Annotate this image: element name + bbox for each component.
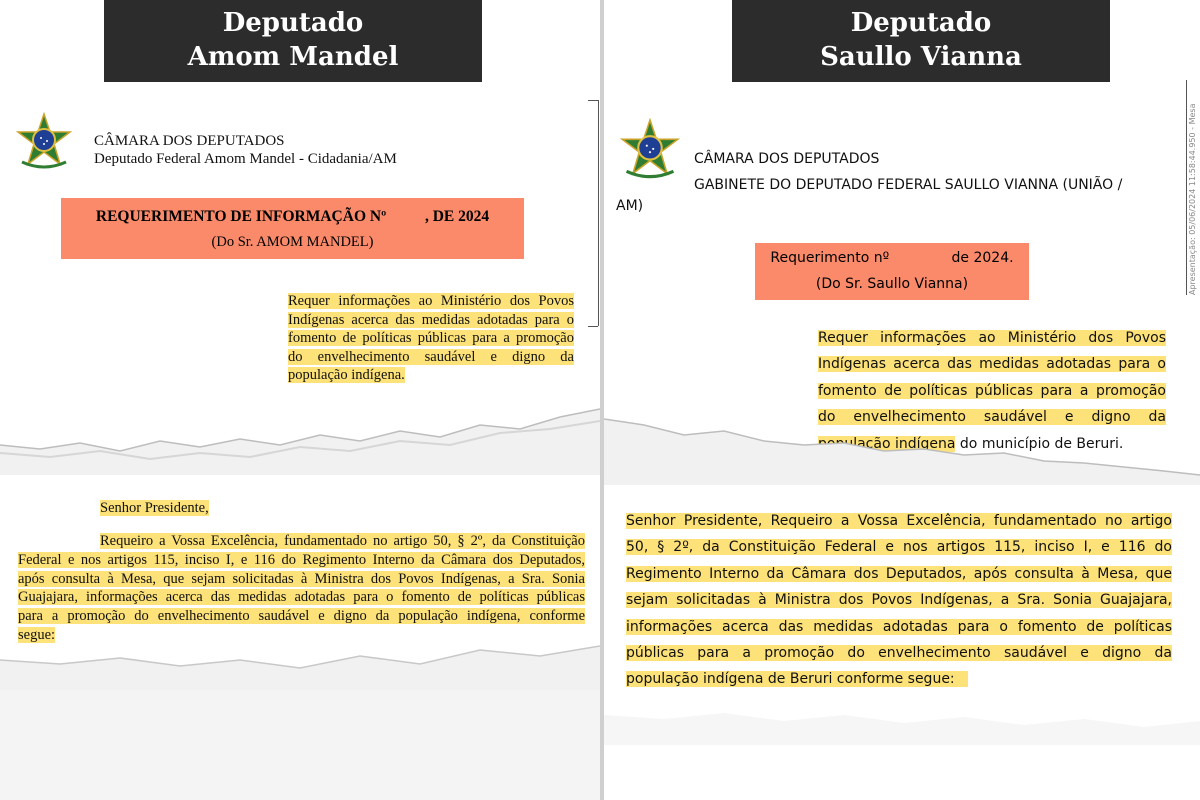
left-body-line: para a promoção do envelhecimento saudável e digno da população indígena, conforme bbox=[18, 608, 585, 625]
right-document-panel bbox=[604, 0, 1200, 800]
right-header-office-cont: AM) bbox=[616, 198, 644, 214]
left-title-box bbox=[61, 198, 524, 259]
left-body-line: segue: bbox=[18, 626, 56, 643]
right-torn-paper-bottom bbox=[604, 685, 1200, 745]
right-body bbox=[622, 508, 1176, 693]
brazil-coat-of-arms-icon bbox=[618, 118, 682, 182]
right-ementa-line: Indígenas acerca das medidas adotadas para o bbox=[818, 356, 1166, 373]
left-body-line: Requeiro a Vossa Excelência, fundamentado no artigo 50, § 2º, da Constituição bbox=[100, 533, 585, 549]
right-title: Requerimento nº de 2024. bbox=[770, 250, 1014, 266]
left-body-line: após consulta à Mesa, que sejam solicitadas à Ministra dos Povos Indígenas, a Sra. Sonia bbox=[18, 570, 585, 587]
left-body-line: Guajajara, informações acerca das medidas adotadas para o fomento de políticas públicas bbox=[18, 589, 585, 606]
right-body-line: informações acerca das medidas adotadas para o fomento de políticas bbox=[626, 618, 1172, 635]
right-ementa-line: Requer informações ao Ministério dos Povos bbox=[818, 330, 1166, 346]
right-banner-line2: Saullo Vianna bbox=[820, 42, 1022, 72]
left-stamp-tick-top bbox=[588, 100, 598, 101]
right-body-line: públicas para a promoção do envelhecimento saudável e digno da bbox=[626, 645, 1172, 662]
right-banner-line1: Deputado bbox=[850, 8, 992, 38]
right-title-author: (Do Sr. Saullo Vianna) bbox=[815, 276, 969, 292]
right-body-line: 50, § 2º, da Constituição Federal e nos artigos 115, inciso I, e 116 do bbox=[626, 539, 1172, 556]
right-header-office: GABINETE DO DEPUTADO FEDERAL SAULLO VIANNA (UNIÃO / bbox=[694, 177, 1123, 193]
left-stamp-tick-bottom bbox=[588, 326, 598, 327]
right-ementa-line: população indígena bbox=[818, 435, 956, 452]
left-banner-line2: Amom Mandel bbox=[187, 42, 399, 72]
left-title-author: (Do Sr. AMOM MANDEL) bbox=[211, 234, 374, 250]
left-banner-line1: Deputado bbox=[222, 8, 364, 38]
brazil-coat-of-arms-icon bbox=[14, 112, 74, 172]
right-banner bbox=[732, 0, 1110, 82]
left-salutation-text: Senhor Presidente, bbox=[100, 500, 209, 516]
right-submission-stamp: Apresentação: 05/06/2024 11:58:44.950 - Mesa bbox=[1188, 103, 1197, 295]
left-banner bbox=[104, 0, 482, 82]
right-ementa-line: fomento de políticas públicas para a promoção bbox=[818, 382, 1166, 399]
right-stamp-line bbox=[1186, 80, 1187, 295]
left-header-chamber: CÂMARA DOS DEPUTADOS bbox=[94, 133, 285, 149]
left-ementa-line: população indígena. bbox=[288, 367, 405, 383]
right-ementa-line-rest: do município de Beruri. bbox=[955, 435, 1124, 452]
left-ementa-line: do envelhecimento saudável e digno da bbox=[288, 348, 574, 365]
left-ementa bbox=[282, 292, 580, 385]
right-torn-paper-divider bbox=[604, 405, 1200, 485]
left-stamp-line bbox=[598, 100, 599, 326]
left-ementa-line: fomento de políticas públicas para a promoção bbox=[288, 330, 574, 346]
right-header-chamber: CÂMARA DOS DEPUTADOS bbox=[694, 151, 880, 167]
right-body-line: Regimento Interno da Câmara dos Deputados, após consulta à Mesa, que bbox=[626, 565, 1172, 582]
left-paper-underlay bbox=[0, 690, 600, 800]
right-title-box bbox=[755, 243, 1029, 300]
left-torn-paper-bottom bbox=[0, 620, 600, 690]
left-title: REQUERIMENTO DE INFORMAÇÃO Nº , DE 2024 bbox=[95, 208, 490, 225]
left-torn-paper-divider bbox=[0, 395, 600, 475]
left-salutation bbox=[100, 500, 209, 517]
left-header-deputy: Deputado Federal Amom Mandel - Cidadania/AM bbox=[94, 151, 397, 167]
right-ementa-line: do envelhecimento saudável e digno da bbox=[818, 409, 1166, 426]
left-body-line: Federal e nos artigos 115, inciso I, e 116 do Regimento Interno da Câmara dos Deputados, bbox=[18, 551, 585, 568]
left-ementa-line: Requer informações ao Ministério dos Povos bbox=[288, 293, 574, 309]
right-body-line: Senhor Presidente, Requeiro a Vossa Excelência, fundamentado no artigo bbox=[626, 513, 1172, 529]
right-body-line: sejam solicitadas à Ministra dos Povos Indígenas, a Sra. Sonia Guajajara, bbox=[626, 592, 1172, 609]
left-header bbox=[94, 132, 397, 168]
left-ementa-line: Indígenas acerca das medidas adotadas para o bbox=[288, 311, 574, 328]
right-header bbox=[694, 146, 1122, 198]
right-body-line: população indígena de Beruri conforme segue: bbox=[626, 671, 955, 688]
